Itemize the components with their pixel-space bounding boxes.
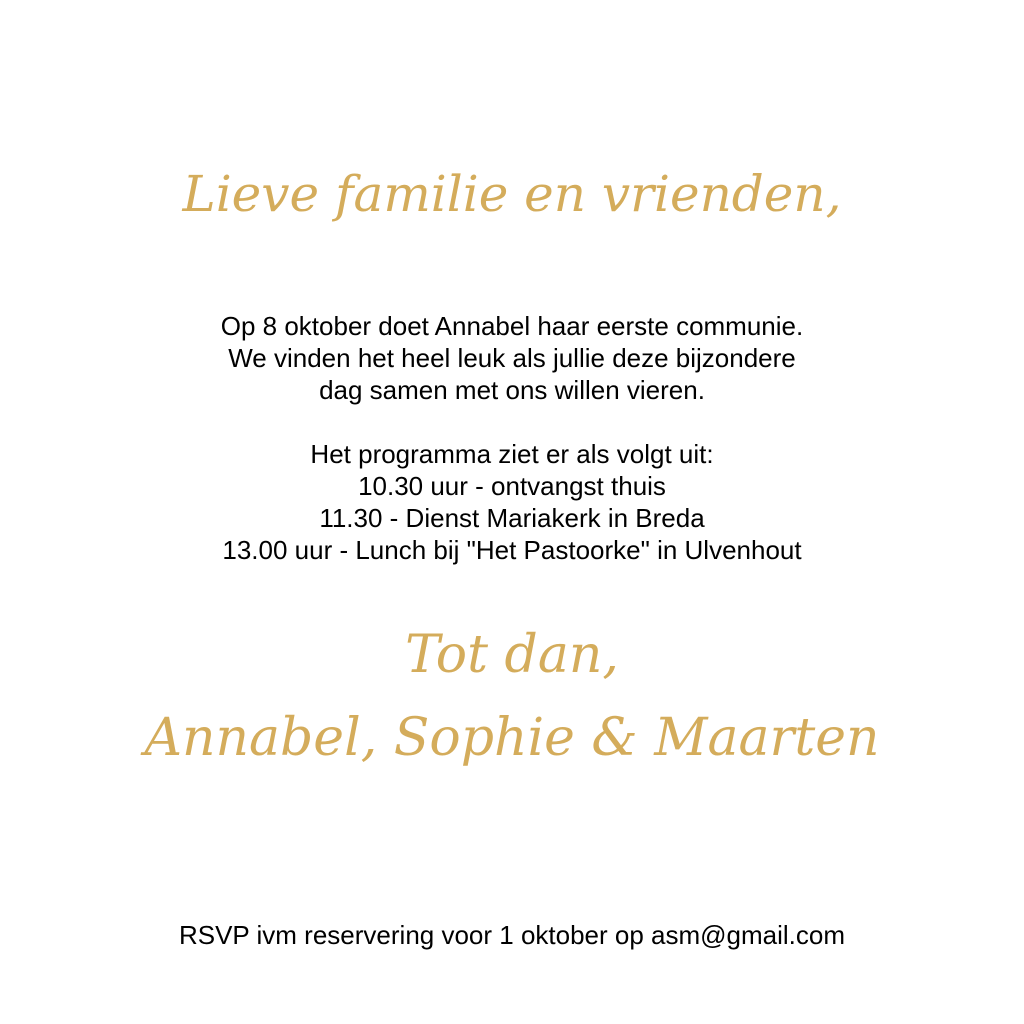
- closing-line: Tot dan,: [405, 625, 619, 685]
- intro-line: dag samen met ons willen vieren.: [319, 375, 705, 405]
- intro-paragraph: [0, 310, 1024, 406]
- program-heading: Het programma ziet er als volgt uit:: [310, 439, 714, 469]
- greeting-heading: Lieve familie en vrienden,: [182, 165, 842, 223]
- rsvp-note: RSVP ivm reservering voor 1 oktober op asm@gmail.com: [178, 920, 846, 950]
- program-item: 10.30 uur - ontvangst thuis: [358, 471, 666, 501]
- intro-line: Op 8 oktober doet Annabel haar eerste communie.: [220, 311, 804, 341]
- intro-line: We vinden het heel leuk als jullie deze bijzondere: [228, 343, 796, 373]
- program-item: 11.30 - Dienst Mariakerk in Breda: [319, 503, 705, 533]
- program-item: 13.00 uur - Lunch bij "Het Pastoorke" in Ulvenhout: [222, 535, 802, 565]
- program-list: [0, 438, 1024, 566]
- signature-names: Annabel, Sophie & Maarten: [144, 708, 880, 768]
